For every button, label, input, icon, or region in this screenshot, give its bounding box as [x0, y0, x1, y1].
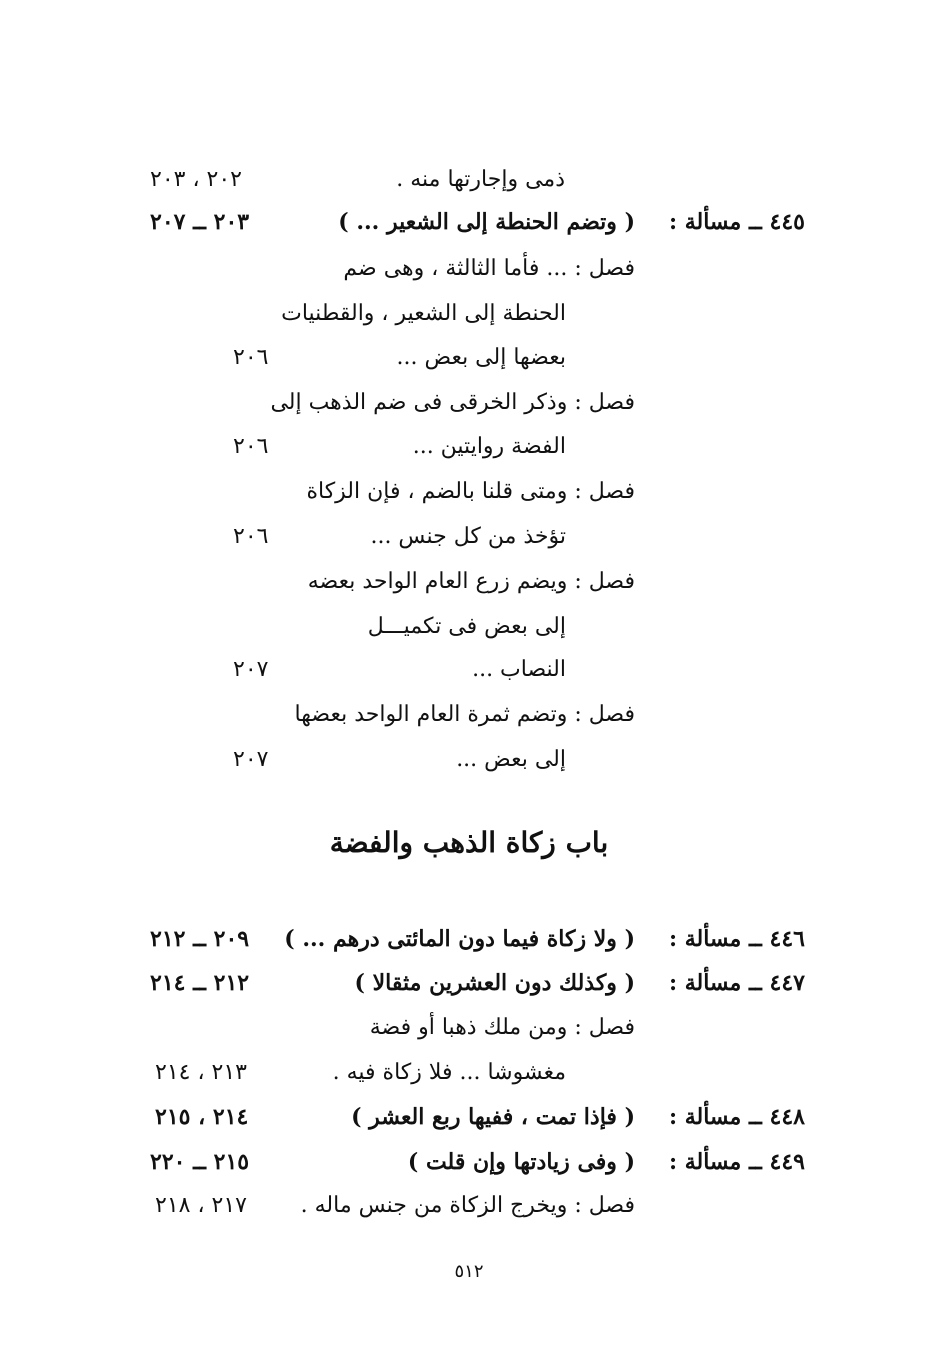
question-label: ٤٤٦ ــ مسألة :	[668, 926, 805, 952]
entry-text: فصل : ويخرج الزكاة من جنس ماله .	[300, 1193, 635, 1218]
question-label: ٤٤٨ ــ مسألة :	[668, 1104, 805, 1130]
entry-text: ذمى وإجارتها منه .	[396, 167, 565, 192]
page-number: ٥١٢	[454, 1261, 484, 1282]
page-ref: ٢١٤ ، ٢١٥	[155, 1104, 249, 1130]
page-ref: ٢٠٩ ــ ٢١٢	[150, 926, 250, 952]
page-ref: ٢١٥ ــ ٢٢٠	[150, 1149, 250, 1175]
entry-text: إلى بعض ...	[456, 747, 566, 772]
entry-text: الفضة روايتين ...	[412, 434, 566, 459]
question-label: ٤٤٥ ــ مسألة :	[668, 209, 805, 235]
entry-text: ( فإذا تمت ، ففيها ربع العشر )	[351, 1104, 635, 1130]
entry-text: مغشوشا ... فلا زكاة فيه .	[332, 1060, 566, 1085]
page-ref: ٢٠٧	[233, 747, 269, 772]
entry-text: ( وكذلك دون العشرين مثقالا )	[354, 970, 635, 996]
entry-text: فصل : ويضم زرع العام الواحد بعضه	[307, 569, 635, 594]
page-ref: ٢١٣ ، ٢١٤	[155, 1060, 247, 1085]
entry-text: ( ولا زكاة فيما دون المائتى درهم ... )	[284, 926, 635, 952]
entry-text: فصل : ومتى قلنا بالضم ، فإن الزكاة	[306, 479, 635, 504]
entry-text: الحنطة إلى الشعير ، والقطنيات	[281, 301, 566, 326]
page-ref: ٢١٢ ــ ٢١٤	[150, 970, 250, 996]
entry-text: فصل : وذكر الخرقى فى ضم الذهب إلى	[270, 390, 635, 415]
section-heading: باب زكاة الذهب والفضة	[329, 826, 609, 859]
page-ref: ٢٠٣ ــ ٢٠٧	[150, 209, 250, 235]
entry-text: النصاب ...	[472, 657, 566, 682]
entry-text: فصل : ومن ملك ذهبا أو فضة	[369, 1015, 635, 1040]
entry-text: إلى بعض فى تكميـــل	[367, 614, 566, 639]
page-ref: ٢٠٦	[233, 345, 269, 370]
question-label: ٤٤٩ ــ مسألة :	[668, 1149, 805, 1175]
page-ref: ٢٠٧	[233, 657, 269, 682]
page-ref: ٢١٧ ، ٢١٨	[155, 1193, 247, 1218]
entry-text: تؤخذ من كل جنس ...	[370, 524, 566, 549]
page-ref: ٢٠٦	[233, 524, 269, 549]
page-ref: ٢٠٢ ، ٢٠٣	[150, 167, 242, 192]
entry-text: فصل : ... فأما الثالثة ، وهى ضم	[343, 256, 635, 281]
page-ref: ٢٠٦	[233, 434, 269, 459]
entry-text: ( وفى زيادتها وإن قلت )	[407, 1149, 635, 1175]
entry-text: فصل : وتضم ثمرة العام الواحد بعضها	[294, 702, 635, 727]
question-label: ٤٤٧ ــ مسألة :	[668, 970, 805, 996]
entry-text: بعضها إلى بعض ...	[396, 345, 566, 370]
entry-text: ( وتضم الحنطة إلى الشعير ... )	[338, 209, 635, 235]
